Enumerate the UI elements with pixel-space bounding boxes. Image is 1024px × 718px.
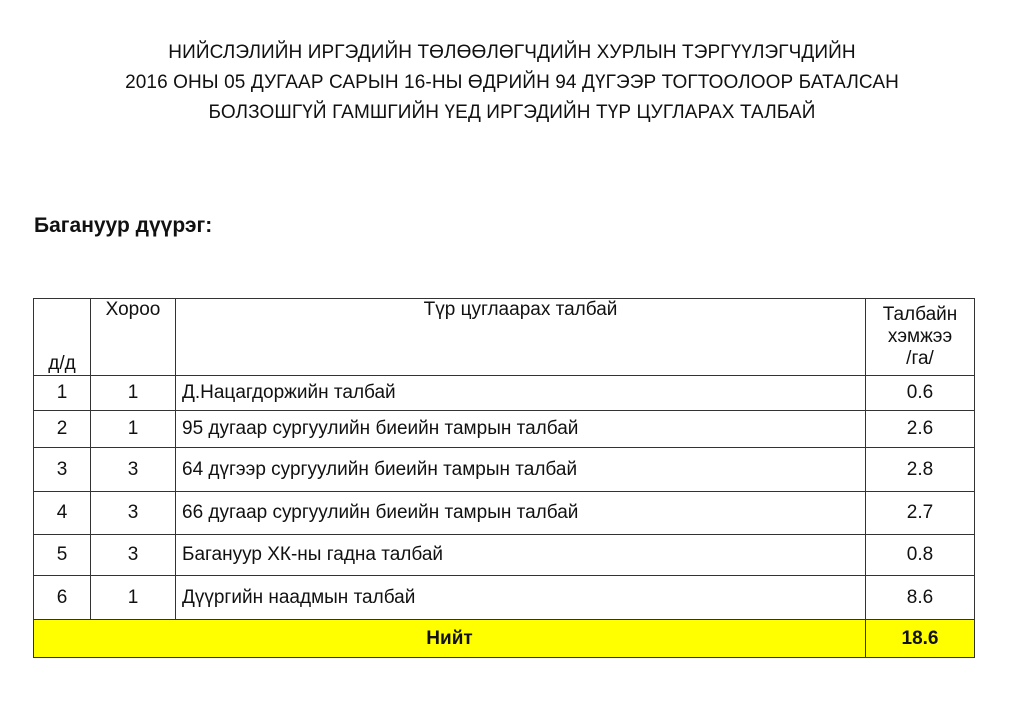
row-size: 2.8 (866, 448, 975, 492)
header-size (866, 299, 975, 376)
row-size: 0.8 (866, 535, 975, 576)
row-size: 2.6 (866, 411, 975, 448)
header-horoo: Хороо (91, 299, 176, 376)
total-label: Нийт (34, 620, 866, 658)
table-row (34, 411, 975, 448)
assembly-areas-table (33, 298, 975, 658)
header-size-line-2: хэмжээ (887, 326, 953, 347)
row-number: 6 (34, 576, 91, 620)
document-title (0, 38, 1024, 128)
table-row (34, 535, 975, 576)
header-place: Түр цуглаарах талбай (176, 299, 866, 376)
title-line-3: БОЛЗОШГҮЙ ГАМШГИЙН ҮЕД ИРГЭДИЙН ТҮР ЦУГЛАРАХ ТАЛБАЙ (208, 102, 816, 123)
row-number: 2 (34, 411, 91, 448)
district-heading: Багануур дүүрэг: (34, 214, 213, 237)
title-line-1: НИЙСЛЭЛИЙН ИРГЭДИЙН ТӨЛӨӨЛӨГЧДИЙН ХУРЛЫН ТЭРГҮҮЛЭГЧДИЙН (168, 42, 856, 63)
row-place: Багануур ХК-ны гадна талбай (176, 535, 866, 576)
row-place: 95 дугаар сургуулийн биеийн тамрын талбай (176, 411, 866, 448)
total-value: 18.6 (866, 620, 975, 658)
row-horoo: 1 (91, 411, 176, 448)
row-size: 8.6 (866, 576, 975, 620)
row-place: 66 дугаар сургуулийн биеийн тамрын талбай (176, 492, 866, 535)
row-number: 3 (34, 448, 91, 492)
header-number: д/д (34, 299, 91, 376)
row-place: Дүүргийн наадмын талбай (176, 576, 866, 620)
row-number: 5 (34, 535, 91, 576)
table-row (34, 448, 975, 492)
table-row (34, 576, 975, 620)
total-row (34, 620, 975, 658)
table-header-row (34, 299, 975, 376)
header-size-line-3: /га/ (906, 348, 934, 369)
row-size: 0.6 (866, 376, 975, 411)
row-horoo: 3 (91, 492, 176, 535)
title-line-2: 2016 ОНЫ 05 ДУГААР САРЫН 16-НЫ ӨДРИЙН 94 ДҮГЭЭР ТОГТООЛООР БАТАЛСАН (125, 72, 899, 93)
row-horoo: 3 (91, 448, 176, 492)
table-row (34, 376, 975, 411)
row-horoo: 3 (91, 535, 176, 576)
row-number: 1 (34, 376, 91, 411)
row-place: Д.Нацагдоржийн талбай (176, 376, 866, 411)
header-size-line-1: Талбайн (882, 304, 958, 325)
table-row (34, 492, 975, 535)
row-horoo: 1 (91, 576, 176, 620)
row-place: 64 дүгээр сургуулийн биеийн тамрын талбай (176, 448, 866, 492)
row-horoo: 1 (91, 376, 176, 411)
row-number: 4 (34, 492, 91, 535)
row-size: 2.7 (866, 492, 975, 535)
